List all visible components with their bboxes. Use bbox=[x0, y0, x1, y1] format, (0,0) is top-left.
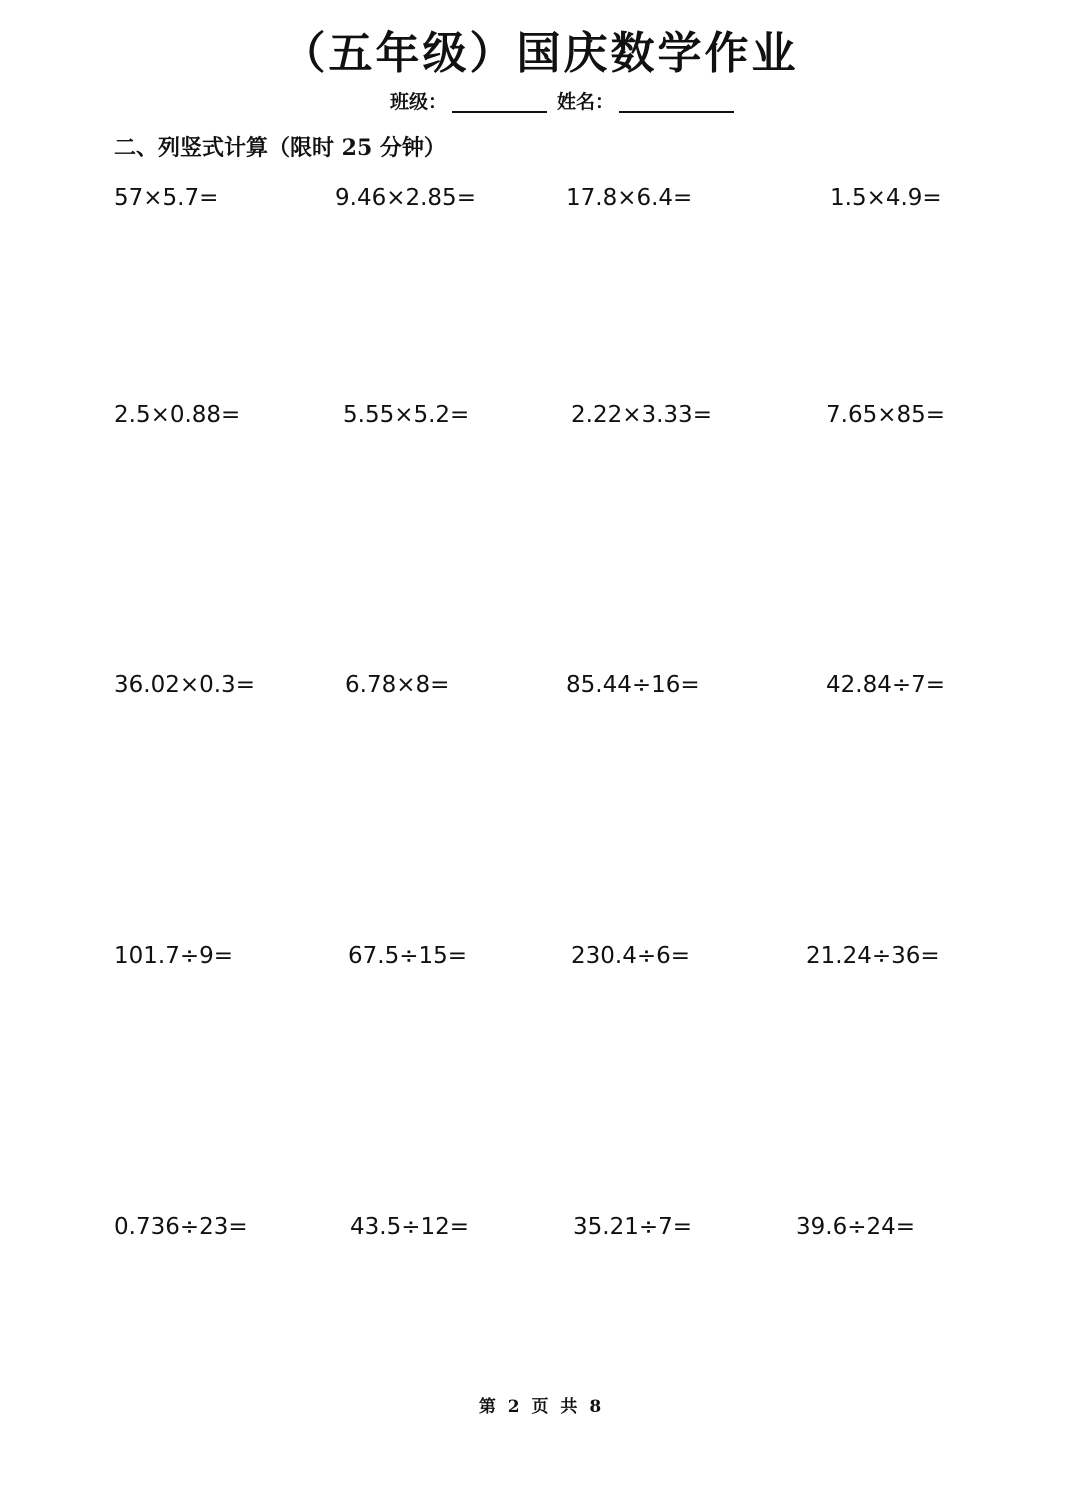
problem-3-2: 6.78×8= bbox=[345, 672, 450, 698]
name-blank-line bbox=[619, 111, 734, 113]
problem-5-3: 35.21÷7= bbox=[573, 1214, 693, 1240]
page-footer: 第 2 页 共 8 bbox=[478, 1397, 602, 1417]
class-label: 班级： bbox=[390, 91, 448, 113]
problem-1-1: 57×5.7= bbox=[114, 185, 219, 211]
problem-5-1: 0.736÷23= bbox=[114, 1214, 248, 1240]
page-title: （五年级）国庆数学作业 bbox=[281, 28, 799, 79]
problem-3-4: 42.84÷7= bbox=[826, 672, 946, 698]
problem-4-1: 101.7÷9= bbox=[114, 943, 234, 969]
problem-5-4: 39.6÷24= bbox=[796, 1214, 916, 1240]
problem-3-3: 85.44÷16= bbox=[566, 672, 700, 698]
problem-5-2: 43.5÷12= bbox=[350, 1214, 470, 1240]
problem-2-2: 5.55×5.2= bbox=[343, 402, 470, 428]
name-label: 姓名： bbox=[557, 91, 615, 113]
problem-4-4: 21.24÷36= bbox=[806, 943, 940, 969]
problem-2-3: 2.22×3.33= bbox=[571, 402, 712, 428]
problem-1-2: 9.46×2.85= bbox=[335, 185, 476, 211]
problem-1-4: 1.5×4.9= bbox=[830, 185, 942, 211]
problem-4-2: 67.5÷15= bbox=[348, 943, 468, 969]
problem-2-4: 7.65×85= bbox=[826, 402, 946, 428]
section-heading: 二、列竖式计算（限时 25 分钟） bbox=[114, 135, 446, 161]
class-blank-line bbox=[452, 111, 547, 113]
problem-4-3: 230.4÷6= bbox=[571, 943, 691, 969]
problem-2-1: 2.5×0.88= bbox=[114, 402, 241, 428]
student-info-line bbox=[0, 86, 1080, 118]
problem-1-3: 17.8×6.4= bbox=[566, 185, 693, 211]
problem-3-1: 36.02×0.3= bbox=[114, 672, 255, 698]
